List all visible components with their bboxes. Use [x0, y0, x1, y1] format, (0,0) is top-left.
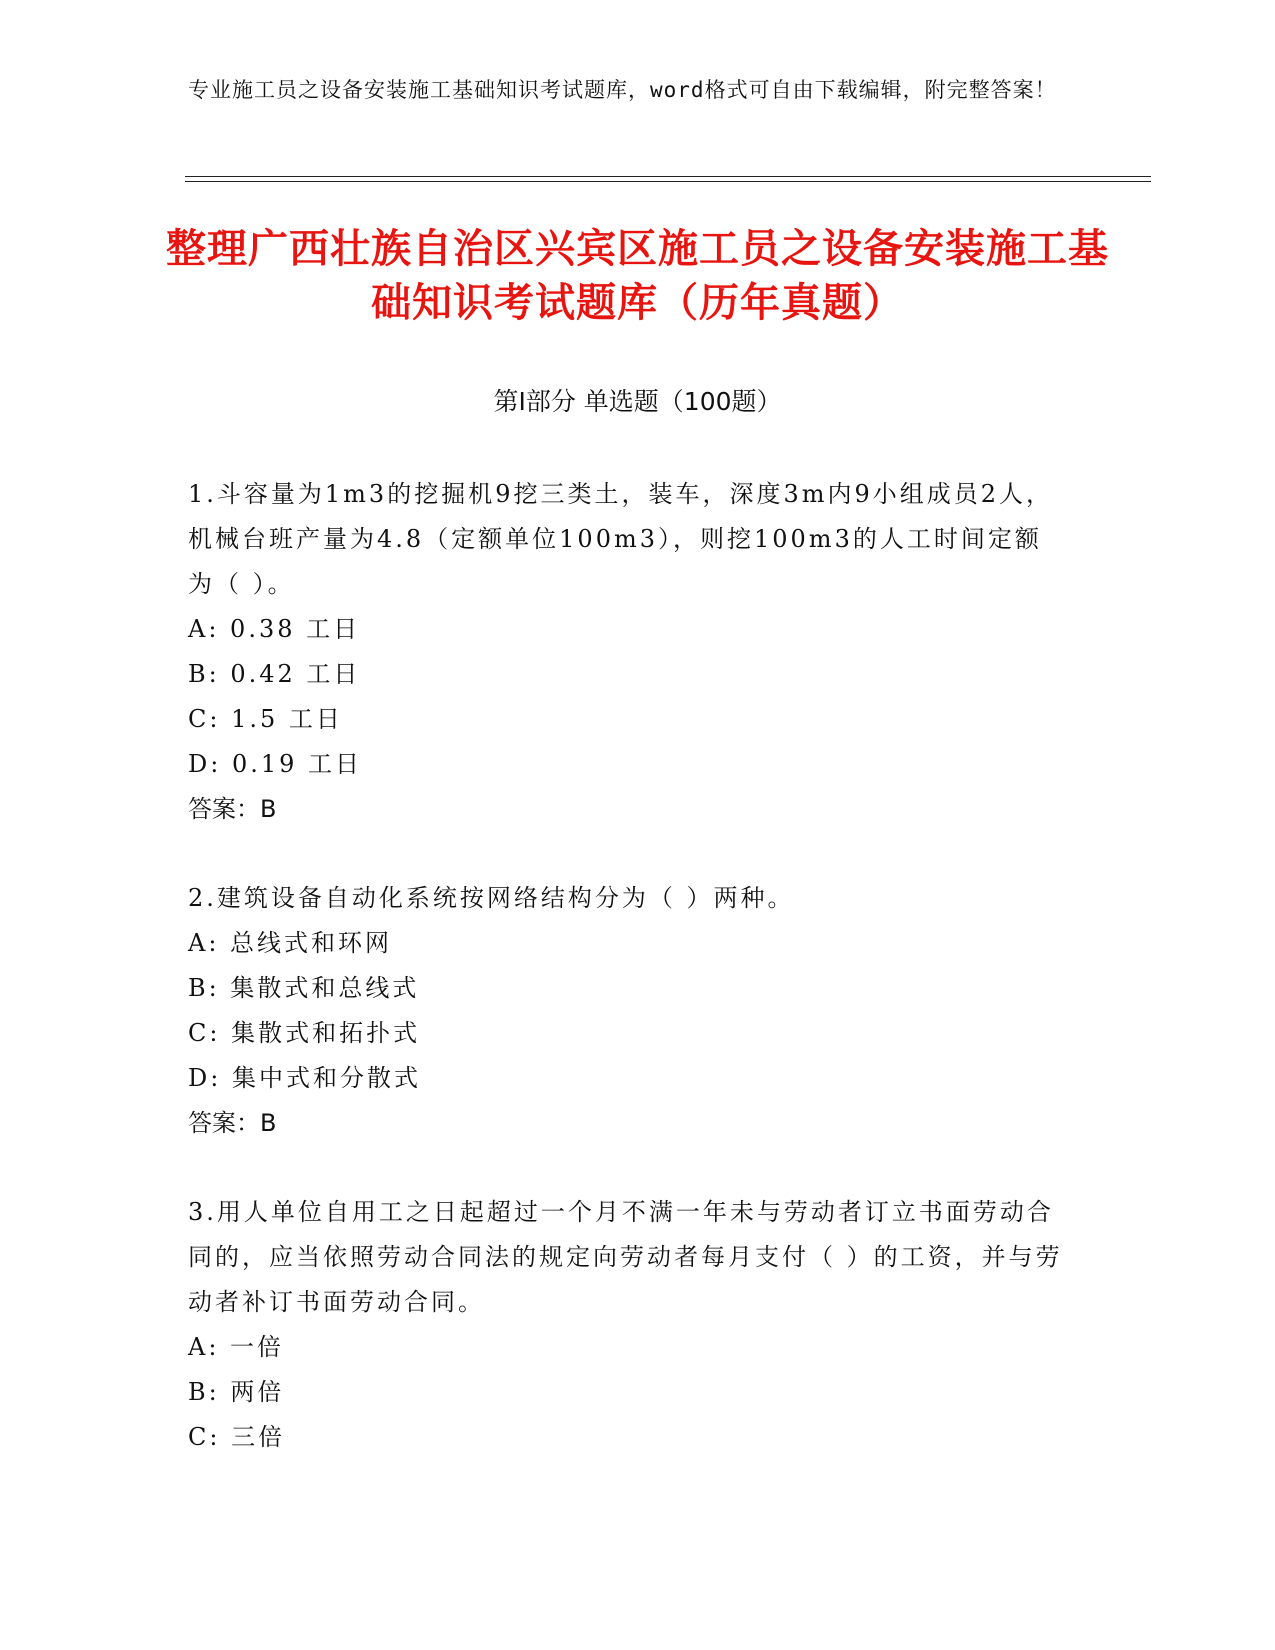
- document-title: 整理广西壮族自治区兴宾区施工员之设备安装施工基础知识考试题库（历年真题）: [166, 226, 1109, 326]
- question-stem: 3.用人单位自用工之日起超过一个月不满一年未与劳动者订立书面劳动合同的，应当依照劳动合同法的规定向劳动者每月支付（ ）的工资，并与劳动者补订书面劳动合同。: [188, 1198, 1063, 1316]
- header-divider-bottom: [185, 181, 1151, 182]
- header-note: 专业施工员之设备安装施工基础知识考试题库，word格式可自由下载编辑，附完整答案！: [188, 78, 1057, 102]
- option-c: C: 三倍: [188, 1423, 286, 1451]
- question-stem: 2.建筑设备自动化系统按网络结构分为（ ）两种。: [188, 884, 795, 912]
- answer-line: 答案：B: [188, 795, 277, 823]
- header-divider-top: [185, 176, 1151, 177]
- question-stem: 1.斗容量为1m3的挖掘机9挖三类土，装车，深度3m内9小组成员2人，机械台班产量为4.8（定额单位100m3），则挖100m3的人工时间定额为（ ）。: [188, 480, 1054, 598]
- question-list: [188, 472, 1068, 1504]
- option-a: A: 0.38 工日: [188, 615, 361, 643]
- question-1: [188, 472, 1068, 832]
- section-title: 第Ⅰ部分 单选题（100题）: [493, 387, 782, 416]
- option-d: D: 集中式和分散式: [188, 1064, 421, 1092]
- option-b: B: 两倍: [188, 1378, 285, 1406]
- answer-line: 答案：B: [188, 1109, 277, 1137]
- option-c: C: 1.5 工日: [188, 705, 343, 733]
- option-c: C: 集散式和拓扑式: [188, 1019, 421, 1047]
- option-d: D: 0.19 工日: [188, 750, 363, 778]
- option-b: B: 0.42 工日: [188, 660, 361, 688]
- question-3: [188, 1190, 1068, 1460]
- option-a: A: 一倍: [188, 1333, 285, 1361]
- option-a: A: 总线式和环网: [188, 929, 393, 957]
- question-2: [188, 876, 1068, 1146]
- option-b: B: 集散式和总线式: [188, 974, 420, 1002]
